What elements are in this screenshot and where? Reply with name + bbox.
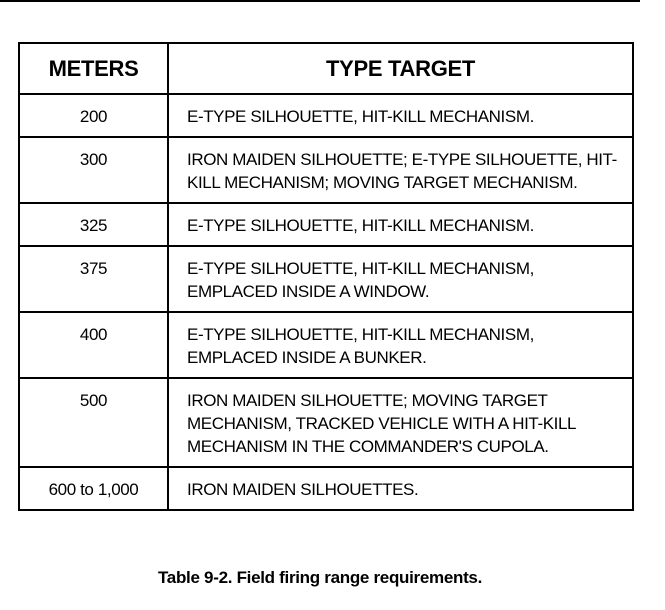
cell-type-target: E-TYPE SILHOUETTE, HIT-KILL MECHANISM, EMPLACED INSIDE A BUNKER. <box>168 312 633 378</box>
cell-meters: 375 <box>19 246 168 312</box>
header-type-target: TYPE TARGET <box>168 43 633 94</box>
cell-meters: 200 <box>19 94 168 137</box>
cell-meters: 300 <box>19 137 168 203</box>
cell-type-target: E-TYPE SILHOUETTE, HIT-KILL MECHANISM. <box>168 203 633 246</box>
table-row <box>19 137 633 203</box>
table-row <box>19 467 633 510</box>
cell-type-target: E-TYPE SILHOUETTE, HIT-KILL MECHANISM, EMPLACED INSIDE A WINDOW. <box>168 246 633 312</box>
cell-meters: 500 <box>19 378 168 467</box>
cell-type-target: E-TYPE SILHOUETTE, HIT-KILL MECHANISM. <box>168 94 633 137</box>
cell-meters: 325 <box>19 203 168 246</box>
table-row <box>19 203 633 246</box>
cell-type-target: IRON MAIDEN SILHOUETTES. <box>168 467 633 510</box>
cell-type-target: IRON MAIDEN SILHOUETTE; MOVING TARGET MECHANISM, TRACKED VEHICLE WITH A HIT-KILL MECHANISM IN THE COMMANDER'S CUPOLA. <box>168 378 633 467</box>
top-rule <box>0 0 640 2</box>
table-row <box>19 312 633 378</box>
cell-meters: 600 to 1,000 <box>19 467 168 510</box>
field-firing-range-table <box>18 42 634 511</box>
table-row <box>19 94 633 137</box>
table-caption: Table 9-2. Field firing range requirements. <box>157 568 483 587</box>
table-row <box>19 378 633 467</box>
table-header-row <box>19 43 633 94</box>
table-row <box>19 246 633 312</box>
header-meters: METERS <box>19 43 168 94</box>
cell-type-target: IRON MAIDEN SILHOUETTE; E-TYPE SILHOUETTE, HIT-KILL MECHANISM; MOVING TARGET MECHANISM. <box>168 137 633 203</box>
cell-meters: 400 <box>19 312 168 378</box>
